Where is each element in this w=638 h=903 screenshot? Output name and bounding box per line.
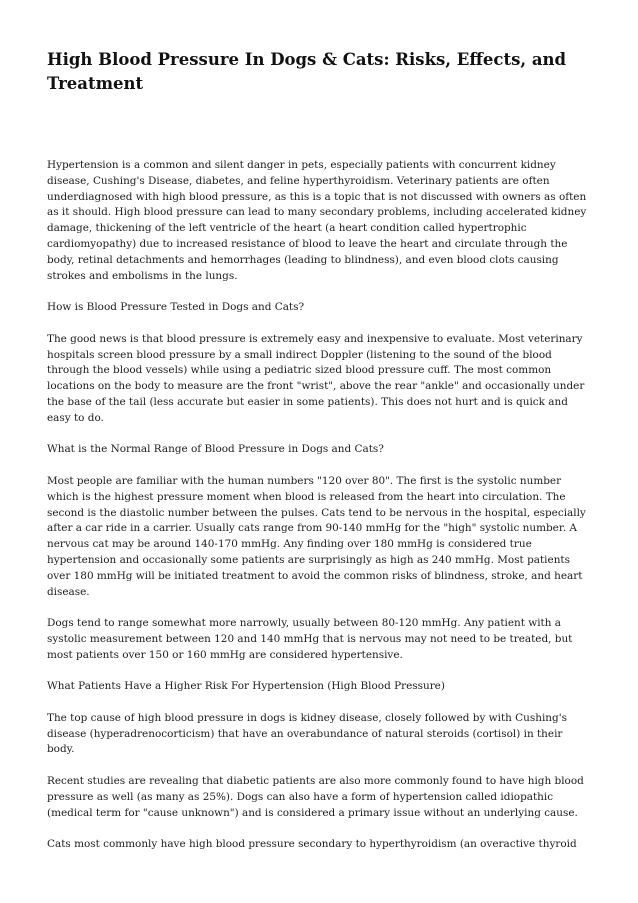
document-page: [47, 48, 592, 851]
document-body: [47, 158, 592, 869]
paragraph-normal-range-dogs: Dogs tend to range somewhat more narrowly, usually between 80-120 mmHg. Any patient with a systolic measurement between 120 and 140 mmHg that is nervous may not need to be treated, but most patients over 150 or 160 mmHg are considered hypertensive.: [47, 617, 573, 661]
paragraph-risk-dogs: The top cause of high blood pressure in dogs is kidney disease, closely followed by with Cushing's disease (hyperadrenocorticism) that have an overabundance of natural steroids (cortisol) in their body.: [47, 711, 567, 756]
paragraph-risk-cats: Cats most commonly have high blood pressure secondary to hyperthyroidism (an overactive thyroid: [47, 838, 577, 851]
paragraph-intro: Hypertension is a common and silent danger in pets, especially patients with concurrent kidney disease, Cushing's Disease, diabetes, and feline hyperthyroidism. Veterinary patients are often underdiagnosed with high blood pressure, as this is a topic that is not discussed with owners as often as it should. High blood pressure can lead to many secondary problems, including accelerated kidney damage, thickening of the left ventricle of the heart (a heart condition called hypertrophic cardiomyopathy) due to increased resistance of blood to leave the heart and circulate through the body, retinal detachments and hemorrhages (leading to blindness), and even blood clots causing strokes and embolisms in the lungs.: [47, 159, 587, 282]
section-heading-higher-risk: What Patients Have a Higher Risk For Hypertension (High Blood Pressure): [47, 680, 445, 693]
paragraph-normal-range-cats: Most people are familiar with the human numbers "120 over 80". The first is the systolic number which is the highest pressure moment when blood is released from the heart into circulation. The second is the diastolic number between the pulses. Cats tend to be nervous in the hospital, especially after a car ride in a carrier. Usually cats range from 90-140 mmHg for the "high" systolic number. A nervous cat may be around 140-170 mmHg. Any finding over 180 mmHg is considered true hypertension and occasionally some patients are surprisingly as high as 240 mmHg. Most patients over 180 mmHg will be initiated treatment to avoid the common risks of blindness, stroke, and heart disease.: [47, 474, 586, 598]
document-title: High Blood Pressure In Dogs & Cats: Risks, Effects, and Treatment: [47, 50, 567, 93]
paragraph-testing: The good news is that blood pressure is extremely easy and inexpensive to evaluate. Most veterinary hospitals screen blood pressure by a small indirect Doppler (listening to the sound of the blood through the blood vessels) while using a pediatric sized blood pressure cuff. The most common locations on the body to measure are the front "wrist", above the rear "ankle" and occasionally under the base of the tail (less accurate but easier in some patients). This does not hurt and is quick and easy to do.: [47, 332, 585, 424]
section-heading-normal-range: What is the Normal Range of Blood Pressure in Dogs and Cats?: [47, 443, 384, 456]
paragraph-risk-diabetic: Recent studies are revealing that diabetic patients are also more commonly found to have high blood pressure as well (as many as 25%). Dogs can also have a form of hypertension called idiopathic (medical term for "cause unknown") and is considered a primary issue without an underlying cause.: [47, 775, 584, 819]
section-heading-testing: How is Blood Pressure Tested in Dogs and Cats?: [47, 301, 305, 314]
